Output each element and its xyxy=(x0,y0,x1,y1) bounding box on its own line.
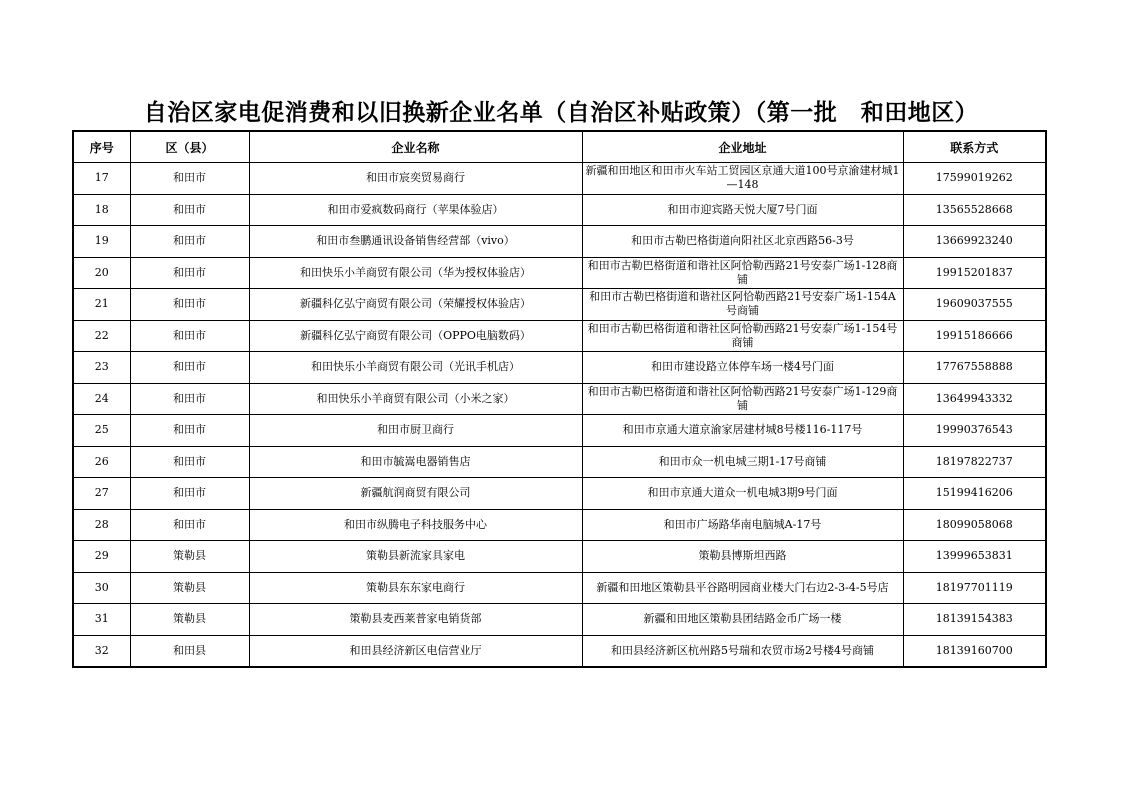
table-row xyxy=(73,383,1046,415)
cell-index: 30 xyxy=(73,572,130,604)
cell-company-address: 和田市京通大道众一机电城3期9号门面 xyxy=(582,478,903,510)
cell-company-name: 和田快乐小羊商贸有限公司（华为授权体验店） xyxy=(249,257,582,289)
cell-contact: 18099058068 xyxy=(903,509,1046,541)
cell-company-address: 和田市众一机电城三期1-17号商铺 xyxy=(582,446,903,478)
cell-company-name: 和田快乐小羊商贸有限公司（小米之家） xyxy=(249,383,582,415)
table-row xyxy=(73,320,1046,352)
cell-company-name: 新疆科亿弘宁商贸有限公司（OPPO电脑数码） xyxy=(249,320,582,352)
cell-company-address: 和田市古勒巴格街道和谐社区阿恰勒西路21号安泰广场1-154号商铺 xyxy=(582,320,903,352)
cell-index: 26 xyxy=(73,446,130,478)
table-row xyxy=(73,194,1046,226)
cell-company-name: 新疆科亿弘宁商贸有限公司（荣耀授权体验店） xyxy=(249,289,582,321)
cell-district: 和田市 xyxy=(130,289,249,321)
cell-company-name: 和田快乐小羊商贸有限公司（光讯手机店） xyxy=(249,352,582,384)
cell-company-address: 新疆和田地区策勒县团结路金币广场一楼 xyxy=(582,604,903,636)
cell-contact: 18139160700 xyxy=(903,635,1046,667)
cell-index: 31 xyxy=(73,604,130,636)
cell-contact: 18197701119 xyxy=(903,572,1046,604)
table-row xyxy=(73,604,1046,636)
cell-contact: 13649943332 xyxy=(903,383,1046,415)
cell-contact: 18197822737 xyxy=(903,446,1046,478)
cell-company-address: 新疆和田地区策勒县平谷路明园商业楼大门右边2-3-4-5号店 xyxy=(582,572,903,604)
cell-district: 和田市 xyxy=(130,257,249,289)
cell-company-name: 和田市叁鹏通讯设备销售经营部（vivo） xyxy=(249,226,582,258)
cell-contact: 19915186666 xyxy=(903,320,1046,352)
cell-index: 18 xyxy=(73,194,130,226)
cell-index: 32 xyxy=(73,635,130,667)
cell-company-name: 和田市爱疯数码商行（苹果体验店） xyxy=(249,194,582,226)
cell-contact: 17599019262 xyxy=(903,163,1046,195)
cell-contact: 13999653831 xyxy=(903,541,1046,573)
cell-company-name: 和田市宸奕贸易商行 xyxy=(249,163,582,195)
cell-district: 和田市 xyxy=(130,446,249,478)
cell-company-name: 和田市毓嵩电器销售店 xyxy=(249,446,582,478)
header-company-name: 企业名称 xyxy=(249,131,582,163)
cell-district: 和田市 xyxy=(130,478,249,510)
table-header-row xyxy=(73,131,1046,163)
header-contact: 联系方式 xyxy=(903,131,1046,163)
header-district: 区（县） xyxy=(130,131,249,163)
cell-company-address: 和田市迎宾路天悦大厦7号门面 xyxy=(582,194,903,226)
table-body xyxy=(73,163,1046,668)
table-row xyxy=(73,635,1046,667)
table-row xyxy=(73,478,1046,510)
cell-district: 策勒县 xyxy=(130,572,249,604)
cell-district: 策勒县 xyxy=(130,604,249,636)
table-row xyxy=(73,572,1046,604)
cell-index: 22 xyxy=(73,320,130,352)
table-row xyxy=(73,509,1046,541)
cell-district: 和田市 xyxy=(130,352,249,384)
cell-company-address: 和田市京通大道京渝家居建材城8号楼116-117号 xyxy=(582,415,903,447)
cell-company-name: 和田县经济新区电信营业厅 xyxy=(249,635,582,667)
cell-index: 21 xyxy=(73,289,130,321)
cell-district: 和田市 xyxy=(130,320,249,352)
header-company-address: 企业地址 xyxy=(582,131,903,163)
cell-district: 和田市 xyxy=(130,415,249,447)
cell-district: 策勒县 xyxy=(130,541,249,573)
document-title: 自治区家电促消费和以旧换新企业名单（自治区补贴政策）（第一批 和田地区） xyxy=(143,100,979,126)
cell-index: 17 xyxy=(73,163,130,195)
cell-index: 24 xyxy=(73,383,130,415)
cell-company-address: 和田市古勒巴格街道向阳社区北京西路56-3号 xyxy=(582,226,903,258)
cell-district: 和田县 xyxy=(130,635,249,667)
cell-index: 29 xyxy=(73,541,130,573)
cell-index: 19 xyxy=(73,226,130,258)
cell-district: 和田市 xyxy=(130,509,249,541)
cell-contact: 17767558888 xyxy=(903,352,1046,384)
cell-company-name: 新疆航润商贸有限公司 xyxy=(249,478,582,510)
cell-district: 和田市 xyxy=(130,226,249,258)
cell-index: 25 xyxy=(73,415,130,447)
table-row xyxy=(73,226,1046,258)
cell-company-address: 和田市广场路华南电脑城A-17号 xyxy=(582,509,903,541)
cell-contact: 13565528668 xyxy=(903,194,1046,226)
cell-company-address: 和田市古勒巴格街道和谐社区阿恰勒西路21号安泰广场1-129商铺 xyxy=(582,383,903,415)
table-row xyxy=(73,446,1046,478)
cell-contact: 19609037555 xyxy=(903,289,1046,321)
enterprise-table xyxy=(72,130,1047,668)
cell-company-name: 策勒县新流家具家电 xyxy=(249,541,582,573)
cell-index: 23 xyxy=(73,352,130,384)
cell-company-name: 和田市纵腾电子科技服务中心 xyxy=(249,509,582,541)
cell-company-address: 和田市古勒巴格街道和谐社区阿恰勒西路21号安泰广场1-154A号商铺 xyxy=(582,289,903,321)
cell-company-address: 和田县经济新区杭州路5号瑞和农贸市场2号楼4号商铺 xyxy=(582,635,903,667)
cell-district: 和田市 xyxy=(130,383,249,415)
cell-index: 27 xyxy=(73,478,130,510)
cell-contact: 13669923240 xyxy=(903,226,1046,258)
cell-index: 20 xyxy=(73,257,130,289)
cell-contact: 18139154383 xyxy=(903,604,1046,636)
cell-company-name: 策勒县东东家电商行 xyxy=(249,572,582,604)
table-row xyxy=(73,415,1046,447)
cell-district: 和田市 xyxy=(130,163,249,195)
cell-contact: 19915201837 xyxy=(903,257,1046,289)
cell-contact: 19990376543 xyxy=(903,415,1046,447)
cell-district: 和田市 xyxy=(130,194,249,226)
cell-company-address: 和田市古勒巴格街道和谐社区阿恰勒西路21号安泰广场1-128商铺 xyxy=(582,257,903,289)
cell-company-address: 新疆和田地区和田市火车站工贸园区京通大道100号京渝建材城1—148 xyxy=(582,163,903,195)
table-row xyxy=(73,163,1046,195)
table-row xyxy=(73,541,1046,573)
table-row xyxy=(73,352,1046,384)
cell-index: 28 xyxy=(73,509,130,541)
cell-company-name: 和田市厨卫商行 xyxy=(249,415,582,447)
cell-company-address: 策勒县博斯坦西路 xyxy=(582,541,903,573)
table-row xyxy=(73,289,1046,321)
header-index: 序号 xyxy=(73,131,130,163)
table-row xyxy=(73,257,1046,289)
cell-company-address: 和田市建设路立体停车场一楼4号门面 xyxy=(582,352,903,384)
cell-company-name: 策勒县麦西莱普家电销货部 xyxy=(249,604,582,636)
cell-contact: 15199416206 xyxy=(903,478,1046,510)
